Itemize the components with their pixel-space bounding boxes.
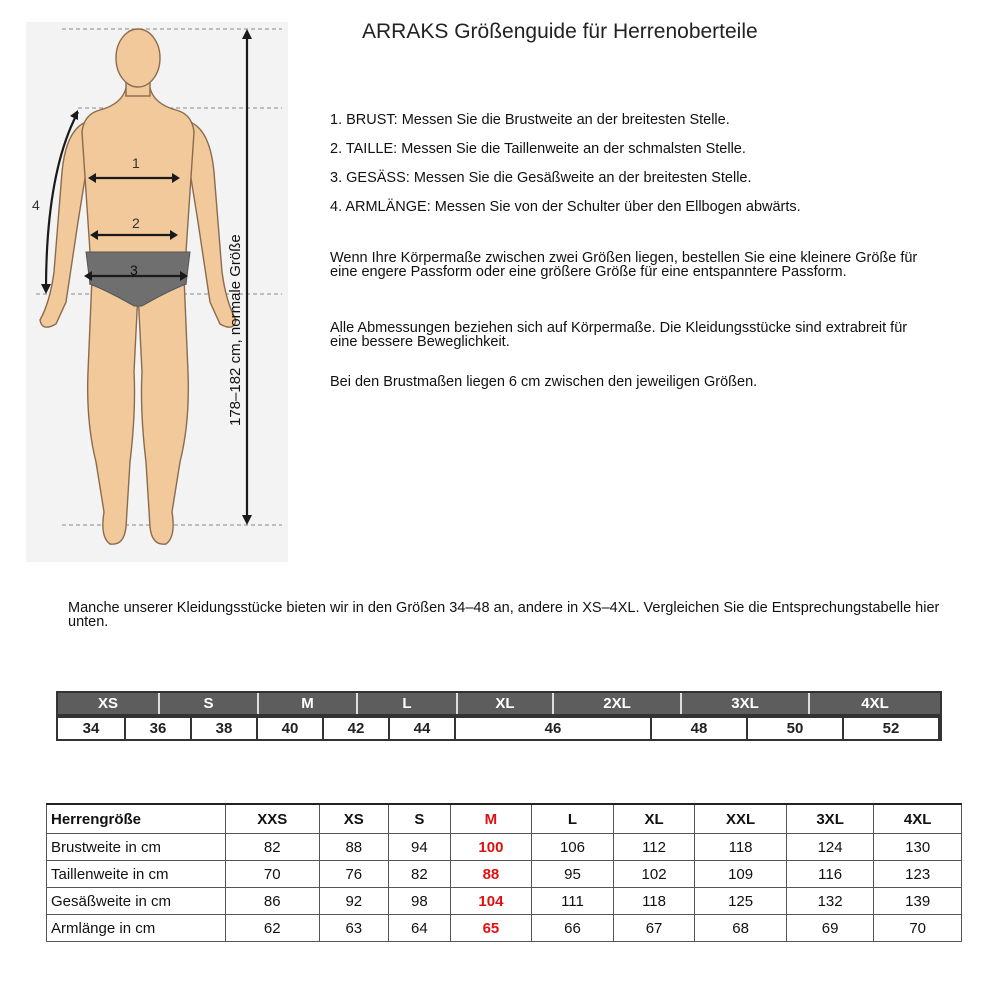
range-note: Manche unserer Kleidungsstücke bieten wir in den Größen 34–48 an, andere in XS–4XL. Vergleichen Sie die Entsprechungstabelle hier unten. <box>68 600 940 630</box>
row-label: Brustweite in cm <box>47 834 226 861</box>
table-cell: 68 <box>695 915 787 942</box>
table-cell: 92 <box>319 888 389 915</box>
letter-size-cell: XS <box>58 693 160 714</box>
table-row <box>47 861 962 888</box>
header-cell: XXL <box>695 804 787 834</box>
numeric-size-row <box>56 716 942 741</box>
numeric-size-cell: 52 <box>844 718 940 739</box>
table-cell: 66 <box>532 915 614 942</box>
table-row <box>47 888 962 915</box>
table-cell: 62 <box>226 915 320 942</box>
table-cell: 94 <box>389 834 451 861</box>
marker-1: 1 <box>132 155 140 171</box>
note-body-measurements: Alle Abmessungen beziehen sich auf Körpermaße. Die Kleidungsstücke sind extrabreit für eine bessere Beweglichkeit. <box>330 320 908 350</box>
table-cell: 76 <box>319 861 389 888</box>
step-arm-length: 4. ARMLÄNGE: Messen Sie von der Schulter über den Ellbogen abwärts. <box>330 199 801 215</box>
header-cell: XXS <box>226 804 320 834</box>
table-cell: 98 <box>389 888 451 915</box>
numeric-size-cell: 42 <box>324 718 390 739</box>
letter-size-cell: XL <box>458 693 554 714</box>
table-cell-highlight: 88 <box>450 861 532 888</box>
numeric-size-cell: 40 <box>258 718 324 739</box>
marker-2: 2 <box>132 215 140 231</box>
letter-size-row <box>56 691 942 716</box>
measurement-steps <box>330 112 801 228</box>
height-label: 178–182 cm, normale Größe <box>227 234 244 426</box>
table-cell: 111 <box>532 888 614 915</box>
note-between-sizes: Wenn Ihre Körpermaße zwischen zwei Größen liegen, bestellen Sie eine kleinere Größe für eine engere Passform oder eine größere Größe für eine entspanntere Passform. <box>330 250 918 280</box>
table-cell: 112 <box>613 834 695 861</box>
header-cell: XS <box>319 804 389 834</box>
letter-size-cell: M <box>259 693 358 714</box>
row-label: Taillenweite in cm <box>47 861 226 888</box>
table-cell: 106 <box>532 834 614 861</box>
table-row <box>47 834 962 861</box>
table-cell-highlight: 100 <box>450 834 532 861</box>
table-cell: 102 <box>613 861 695 888</box>
table-cell-highlight: 104 <box>450 888 532 915</box>
header-cell: 3XL <box>786 804 874 834</box>
numeric-size-cell: 36 <box>126 718 192 739</box>
table-cell: 70 <box>226 861 320 888</box>
letter-size-cell: 2XL <box>554 693 682 714</box>
table-cell: 139 <box>874 888 962 915</box>
table-cell: 123 <box>874 861 962 888</box>
step-chest: 1. BRUST: Messen Sie die Brustweite an der breitesten Stelle. <box>330 112 730 128</box>
table-cell: 118 <box>695 834 787 861</box>
numeric-size-cell: 48 <box>652 718 748 739</box>
table-cell: 132 <box>786 888 874 915</box>
numeric-size-cell: 38 <box>192 718 258 739</box>
marker-4: 4 <box>32 197 40 213</box>
step-waist: 2. TAILLE: Messen Sie die Taillenweite an der schmalsten Stelle. <box>330 141 746 157</box>
numeric-size-cell: 46 <box>456 718 652 739</box>
header-cell: L <box>532 804 614 834</box>
letter-size-cell: 3XL <box>682 693 810 714</box>
numeric-size-cell: 44 <box>390 718 456 739</box>
header-cell: 4XL <box>874 804 962 834</box>
table-cell: 69 <box>786 915 874 942</box>
table-cell: 130 <box>874 834 962 861</box>
header-cell: S <box>389 804 451 834</box>
letter-size-cell: S <box>160 693 259 714</box>
table-cell: 63 <box>319 915 389 942</box>
note-chest-step: Bei den Brustmaßen liegen 6 cm zwischen den jeweiligen Größen. <box>330 374 758 390</box>
step-hip: 3. GESÄSS: Messen Sie die Gesäßweite an der breitesten Stelle. <box>330 170 752 186</box>
table-cell: 67 <box>613 915 695 942</box>
page-title: ARRAKS Größenguide für Herrenoberteile <box>362 20 758 43</box>
letter-size-cell: 4XL <box>861 695 889 712</box>
marker-3: 3 <box>130 262 138 278</box>
table-cell-highlight: 65 <box>450 915 532 942</box>
table-cell: 124 <box>786 834 874 861</box>
table-cell: 82 <box>226 834 320 861</box>
table-cell: 109 <box>695 861 787 888</box>
header-cell-highlight: M <box>450 804 532 834</box>
table-cell: 82 <box>389 861 451 888</box>
table-cell: 86 <box>226 888 320 915</box>
row-label: Gesäßweite in cm <box>47 888 226 915</box>
numeric-size-cell: 34 <box>58 718 126 739</box>
table-cell: 116 <box>786 861 874 888</box>
letter-size-cell: L <box>358 693 458 714</box>
table-cell: 125 <box>695 888 787 915</box>
table-row <box>47 915 962 942</box>
table-header-row <box>47 804 962 834</box>
size-equivalence-strip <box>56 691 942 741</box>
table-cell: 64 <box>389 915 451 942</box>
table-cell: 118 <box>613 888 695 915</box>
row-label: Armlänge in cm <box>47 915 226 942</box>
table-cell: 95 <box>532 861 614 888</box>
table-cell: 88 <box>319 834 389 861</box>
numeric-size-cell: 50 <box>748 718 844 739</box>
header-cell: XL <box>613 804 695 834</box>
table-cell: 70 <box>874 915 962 942</box>
header-cell: Herrengröße <box>47 804 226 834</box>
body-measurement-figure <box>26 22 288 562</box>
mens-size-table <box>46 803 962 942</box>
